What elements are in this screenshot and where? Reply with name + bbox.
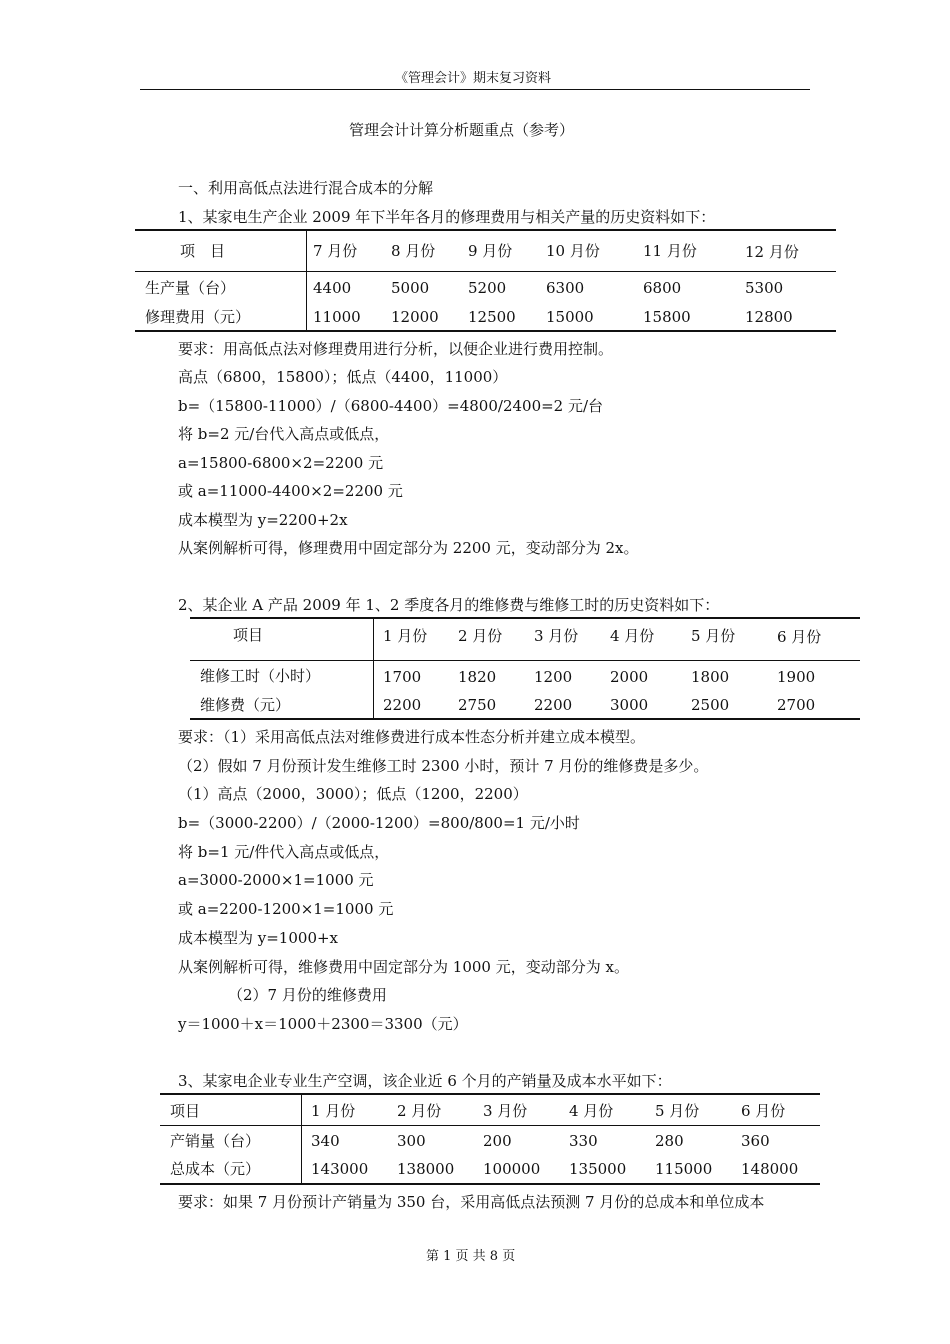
solution-line: y＝1000＋x＝1000＋2300＝3300（元） [178, 1015, 468, 1033]
solution-line: （1）高点（2000，3000）；低点（1200，2200） [178, 785, 528, 803]
table-cell: 135000 [569, 1160, 627, 1178]
table-rule [190, 718, 860, 720]
table-cell: 360 [741, 1132, 770, 1150]
solution-line: a=3000-2000×1=1000 元 [178, 871, 374, 889]
table-header-cell: 3 月份 [483, 1102, 528, 1120]
solution-line: （2）7 月份的维修费用 [228, 986, 387, 1004]
solution-line: 成本模型为 y=1000+x [178, 929, 339, 947]
table-cell: 1200 [534, 668, 573, 686]
table-header-cell: 5 月份 [655, 1102, 700, 1120]
table-cell: 340 [311, 1132, 340, 1150]
table-cell: 138000 [397, 1160, 455, 1178]
table-header-cell: 1 月份 [383, 627, 428, 645]
table-header-cell: 项目 [170, 1102, 201, 1120]
table-cell: 15000 [546, 308, 594, 326]
table-cell: 1900 [777, 668, 816, 686]
table-cell: 300 [397, 1132, 426, 1150]
table-header-cell: 7 月份 [313, 242, 358, 260]
table-cell: 2500 [691, 696, 730, 714]
table-cell: 修理费用（元） [145, 308, 251, 326]
header-rule [140, 89, 810, 90]
table-cell: 12000 [391, 308, 439, 326]
table-cell: 1700 [383, 668, 422, 686]
solution-line: （2）假如 7 月份预计发生维修工时 2300 小时，预计 7 月份的维修费是多少。 [178, 757, 709, 775]
table-header-cell: 项目 [233, 626, 264, 644]
table-cell: 12800 [745, 308, 793, 326]
table-rule [135, 330, 836, 332]
table-rule [306, 229, 307, 332]
table-cell: 2200 [383, 696, 422, 714]
table-rule [190, 617, 860, 619]
solution-line: 将 b=2 元/台代入高点或低点， [178, 425, 390, 443]
solution-line: 或 a=11000-4400×2=2200 元 [178, 482, 403, 500]
table-header-cell: 10 月份 [546, 242, 600, 260]
table-cell: 2000 [610, 668, 649, 686]
q3-intro: 3、某家电企业专业生产空调，该企业近 6 个月的产销量及成本水平如下： [178, 1072, 672, 1090]
solution-line: 从案例解析可得，修理费用中固定部分为 2200 元，变动部分为 2x。 [178, 539, 639, 557]
table-header-cell: 2 月份 [397, 1102, 442, 1120]
table-header-cell: 1 月份 [311, 1102, 356, 1120]
solution-line: 高点（6800，15800）；低点（4400，11000） [178, 368, 508, 386]
table-cell: 280 [655, 1132, 684, 1150]
solution-line: b=（3000-2200）/（2000-1200）=800/800=1 元/小时 [178, 814, 580, 832]
table-header-cell: 4 月份 [610, 627, 655, 645]
table-header-cell: 3 月份 [534, 627, 579, 645]
table-cell: 148000 [741, 1160, 799, 1178]
table-cell: 15800 [643, 308, 691, 326]
table-rule [135, 271, 836, 272]
solution-line: a=15800-6800×2=2200 元 [178, 454, 384, 472]
table-cell: 100000 [483, 1160, 541, 1178]
solution-line: 要求：如果 7 月份预计产销量为 350 台，采用高低点法预测 7 月份的总成本和单位成本 [178, 1193, 765, 1211]
table-cell: 2700 [777, 696, 816, 714]
table-cell: 维修费（元） [200, 696, 291, 714]
table-cell: 5300 [745, 279, 784, 297]
solution-line: 成本模型为 y=2200+2x [178, 511, 348, 529]
solution-line: 要求：（1）采用高低点法对维修费进行成本性态分析并建立成本模型。 [178, 728, 646, 746]
table-header-cell: 8 月份 [391, 242, 436, 260]
table-cell: 5200 [468, 279, 507, 297]
table-header-cell: 6 月份 [741, 1102, 786, 1120]
solution-line: 从案例解析可得，维修费用中固定部分为 1000 元，变动部分为 x。 [178, 958, 629, 976]
table-cell: 3000 [610, 696, 649, 714]
table-cell: 5000 [391, 279, 430, 297]
table-header-cell: 项 目 [180, 242, 226, 260]
table-cell: 12500 [468, 308, 516, 326]
table-rule [160, 1183, 820, 1185]
solution-line: 要求：用高低点法对修理费用进行分析，以便企业进行费用控制。 [178, 340, 614, 358]
q2-intro: 2、某企业 A 产品 2009 年 1、2 季度各月的维修费与维修工时的历史资料如下： [178, 596, 720, 614]
table-header-cell: 6 月份 [777, 628, 822, 646]
table-header-cell: 11 月份 [643, 242, 697, 260]
solution-line: 或 a=2200-1200×1=1000 元 [178, 900, 394, 918]
table-cell: 1820 [458, 668, 497, 686]
solution-line: b=（15800-11000）/（6800-4400）=4800/2400=2 元/台 [178, 397, 604, 415]
table-cell: 4400 [313, 279, 352, 297]
table-header-cell: 4 月份 [569, 1102, 614, 1120]
table-header-cell: 12 月份 [745, 243, 799, 261]
table-cell: 115000 [655, 1160, 713, 1178]
table-cell: 2200 [534, 696, 573, 714]
table-cell: 2750 [458, 696, 497, 714]
table-cell: 143000 [311, 1160, 369, 1178]
section-heading: 一、利用高低点法进行混合成本的分解 [178, 179, 434, 197]
table-cell: 11000 [313, 308, 361, 326]
table-rule [160, 1125, 820, 1126]
table-rule [373, 617, 374, 720]
table-header-cell: 9 月份 [468, 242, 513, 260]
table-rule [135, 229, 836, 231]
table-cell: 生产量（台） [145, 279, 236, 297]
table-cell: 6300 [546, 279, 585, 297]
running-header: 《管理会计》期末复习资料 [395, 71, 552, 86]
table-cell: 200 [483, 1132, 512, 1150]
table-header-cell: 2 月份 [458, 627, 503, 645]
table-cell: 1800 [691, 668, 730, 686]
table-rule [160, 1093, 820, 1095]
table-cell: 产销量（台） [170, 1132, 261, 1150]
table-cell: 330 [569, 1132, 598, 1150]
table-cell: 总成本（元） [170, 1160, 261, 1178]
table-cell: 维修工时（小时） [200, 667, 321, 685]
document-title: 管理会计计算分析题重点（参考） [349, 121, 575, 139]
table-rule [301, 1093, 302, 1185]
table-cell: 6800 [643, 279, 682, 297]
table-header-cell: 5 月份 [691, 627, 736, 645]
page-number: 第 1 页 共 8 页 [426, 1249, 516, 1264]
table-rule [190, 660, 860, 661]
solution-line: 将 b=1 元/件代入高点或低点， [178, 843, 390, 861]
q1-intro: 1、某家电生产企业 2009 年下半年各月的修理费用与相关产量的历史资料如下： [178, 208, 716, 226]
